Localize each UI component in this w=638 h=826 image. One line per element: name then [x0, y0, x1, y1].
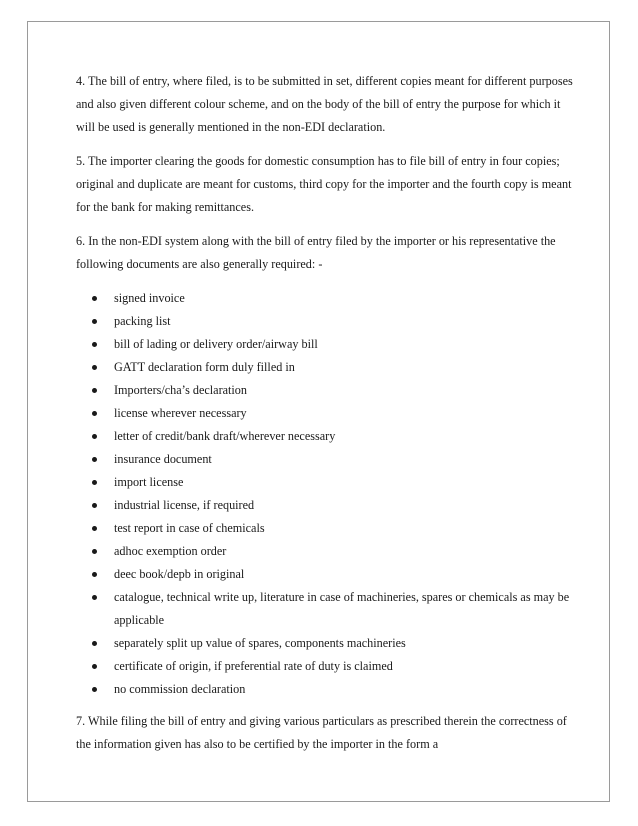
- paragraph-5: 5. The importer clearing the goods for domestic consumption has to file bill of entry in four copies; original and duplicate are meant for customs, third copy for the importer and the fourth copy is meant for the bank for making remittances.: [76, 154, 572, 214]
- bullet-icon: [92, 457, 97, 462]
- list-item-text: catalogue, technical write up, literature in case of machineries, spares or chemicals as may be applicable: [114, 590, 570, 627]
- list-item-text: GATT declaration form duly filled in: [114, 360, 295, 374]
- paragraph-4: 4. The bill of entry, where filed, is to be submitted in set, different copies meant for different purposes and also given different colour scheme, and on the body of the bill of entry the purpose for which it will be used is generally mentioned in the non-EDI declaration.: [76, 74, 573, 134]
- list-item-text: adhoc exemption order: [114, 544, 227, 558]
- bullet-icon: [92, 549, 97, 554]
- bullet-icon: [92, 434, 97, 439]
- list-item-text: deec book/depb in original: [114, 567, 245, 581]
- list-item: [76, 310, 576, 333]
- list-item: [76, 540, 576, 563]
- list-item-text: insurance document: [114, 452, 212, 466]
- list-item: [76, 563, 576, 586]
- list-item-text: no commission declaration: [114, 682, 246, 696]
- list-item: [76, 448, 576, 471]
- list-item-text: signed invoice: [114, 291, 185, 305]
- paragraph-7: 7. While filing the bill of entry and giving various particulars as prescribed therein the correctness of the information given has also to be certified by the importer in the form a: [76, 714, 567, 751]
- bullet-icon: [92, 595, 97, 600]
- list-item-text: certificate of origin, if preferential rate of duty is claimed: [114, 659, 393, 673]
- bullet-icon: [92, 641, 97, 646]
- bullet-icon: [92, 365, 97, 370]
- bullet-icon: [92, 296, 97, 301]
- bullet-icon: [92, 319, 97, 324]
- list-item: [76, 494, 576, 517]
- list-item-text: bill of lading or delivery order/airway bill: [114, 337, 318, 351]
- required-documents-list: [76, 287, 576, 701]
- list-item: [76, 287, 576, 310]
- bullet-icon: [92, 503, 97, 508]
- bullet-icon: [92, 411, 97, 416]
- list-item: [76, 655, 576, 678]
- list-item: [76, 678, 576, 701]
- bullet-icon: [92, 572, 97, 577]
- list-item: [76, 333, 576, 356]
- list-item: [76, 471, 576, 494]
- list-item-text: test report in case of chemicals: [114, 521, 265, 535]
- list-item-text: packing list: [114, 314, 171, 328]
- list-item: [76, 632, 576, 655]
- list-item: [76, 425, 576, 448]
- list-item: [76, 586, 576, 632]
- bullet-icon: [92, 480, 97, 485]
- list-item-text: industrial license, if required: [114, 498, 255, 512]
- bullet-icon: [92, 342, 97, 347]
- document-body: [76, 70, 576, 767]
- bullet-icon: [92, 687, 97, 692]
- list-item-text: Importers/cha’s declaration: [114, 383, 247, 397]
- list-item: [76, 379, 576, 402]
- list-item: [76, 356, 576, 379]
- list-item-text: license wherever necessary: [114, 406, 247, 420]
- list-item: [76, 402, 576, 425]
- bullet-icon: [92, 664, 97, 669]
- list-item: [76, 517, 576, 540]
- bullet-icon: [92, 526, 97, 531]
- list-item-text: letter of credit/bank draft/wherever necessary: [114, 429, 336, 443]
- list-item-text: separately split up value of spares, components machineries: [114, 636, 406, 650]
- paragraph-6: 6. In the non-EDI system along with the bill of entry filed by the importer or his representative the following documents are also generally required: -: [76, 234, 556, 271]
- list-item-text: import license: [114, 475, 184, 489]
- bullet-icon: [92, 388, 97, 393]
